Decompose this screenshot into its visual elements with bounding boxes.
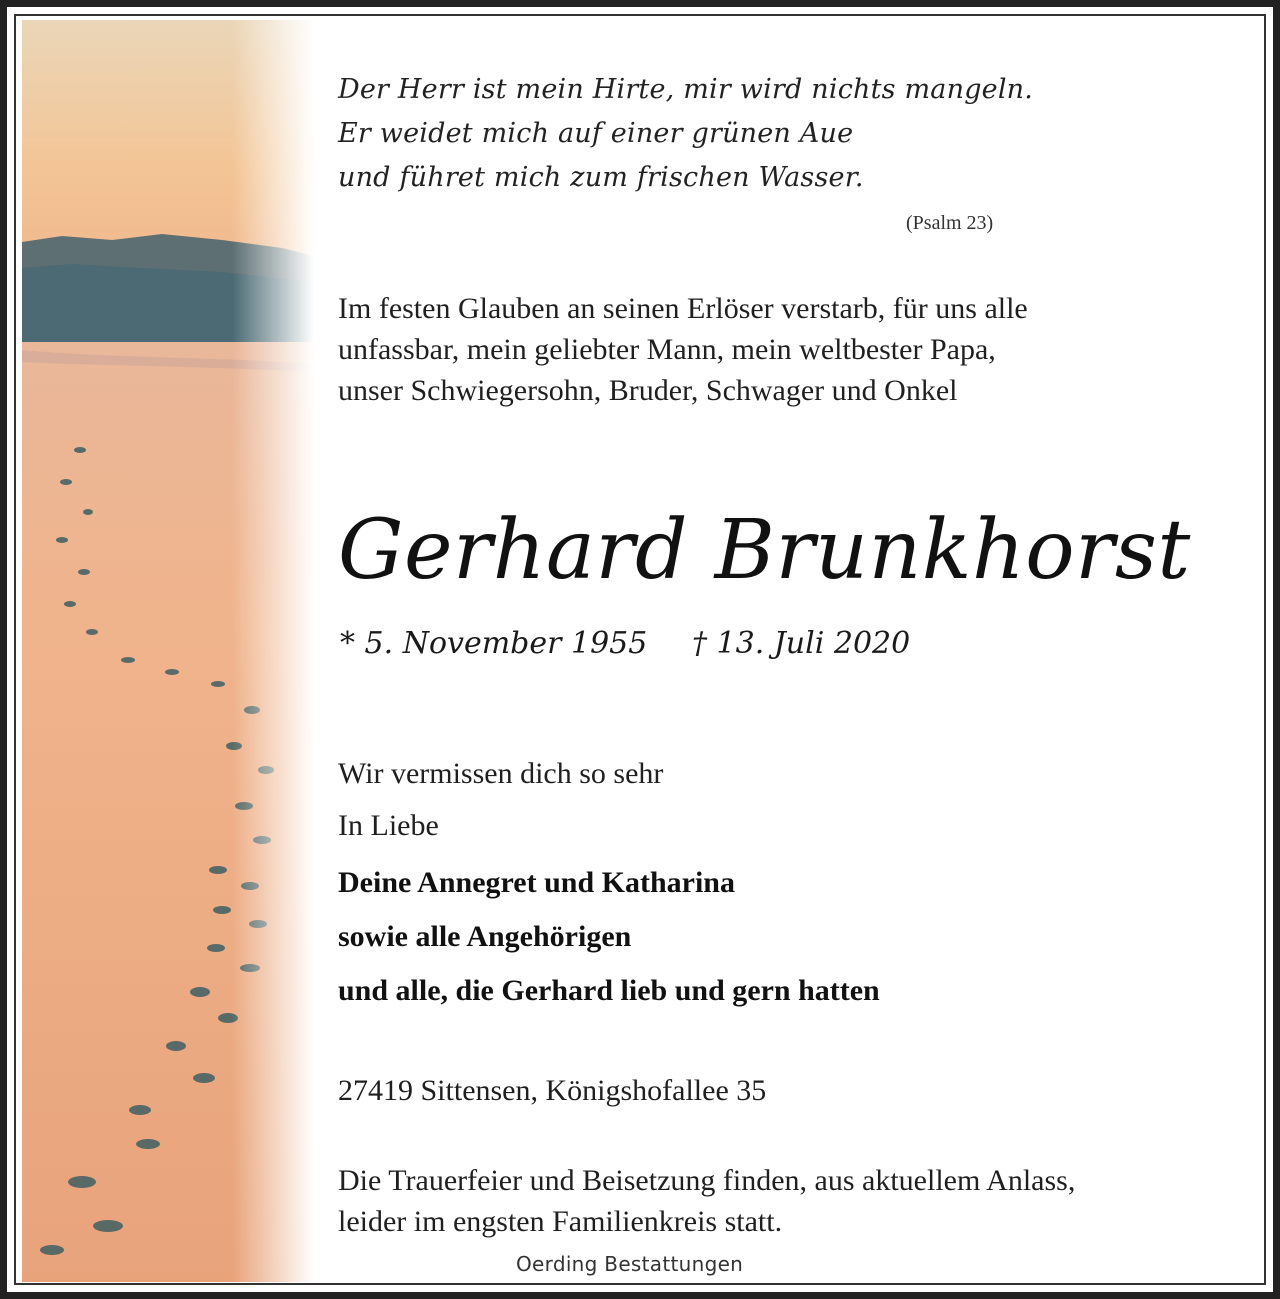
family-address: 27419 Sittensen, Königshofallee 35 xyxy=(338,1074,767,1107)
death-date: † 13. Juli 2020 xyxy=(692,626,911,661)
announcement-line: Im festen Glauben an seinen Erlöser verstarb, für uns alle xyxy=(338,292,1028,325)
announcement-line: unser Schwiegersohn, Bruder, Schwager und Onkel xyxy=(338,374,958,407)
life-dates xyxy=(340,626,911,661)
farewell-line: In Liebe xyxy=(338,809,439,842)
farewell-text xyxy=(338,748,663,852)
psalm-reference: (Psalm 23) xyxy=(906,212,994,234)
mourner-line: Deine Annegret und Katharina xyxy=(338,866,735,899)
funeral-line: Die Trauerfeier und Beisetzung finden, aus aktuellem Anlass, xyxy=(338,1164,1076,1197)
verse-line: Der Herr ist mein Hirte, mir wird nichts mangeln. xyxy=(338,74,1034,105)
verse-line: und führet mich zum frischen Wasser. xyxy=(338,162,864,193)
psalm-verse xyxy=(338,68,1058,200)
announcement-line: unfassbar, mein geliebter Mann, mein weltbester Papa, xyxy=(338,333,996,366)
undertaker-credit: Oerding Bestattungen xyxy=(516,1252,744,1276)
verse-line: Er weidet mich auf einer grünen Aue xyxy=(338,118,854,149)
beach-footprints-photo xyxy=(22,20,314,1282)
deceased-name: Gerhard Brunkhorst xyxy=(338,503,1191,598)
funeral-line: leider im engsten Familienkreis statt. xyxy=(338,1205,783,1238)
mourners-list xyxy=(338,856,880,1018)
obituary-notice xyxy=(14,14,1266,1285)
funeral-notice xyxy=(338,1160,1075,1242)
birth-date: * 5. November 1955 xyxy=(340,626,648,661)
death-announcement xyxy=(338,288,1238,411)
mourner-line: sowie alle Angehörigen xyxy=(338,920,632,953)
mourner-line: und alle, die Gerhard lieb und gern hatten xyxy=(338,974,880,1007)
farewell-line: Wir vermissen dich so sehr xyxy=(338,757,664,790)
